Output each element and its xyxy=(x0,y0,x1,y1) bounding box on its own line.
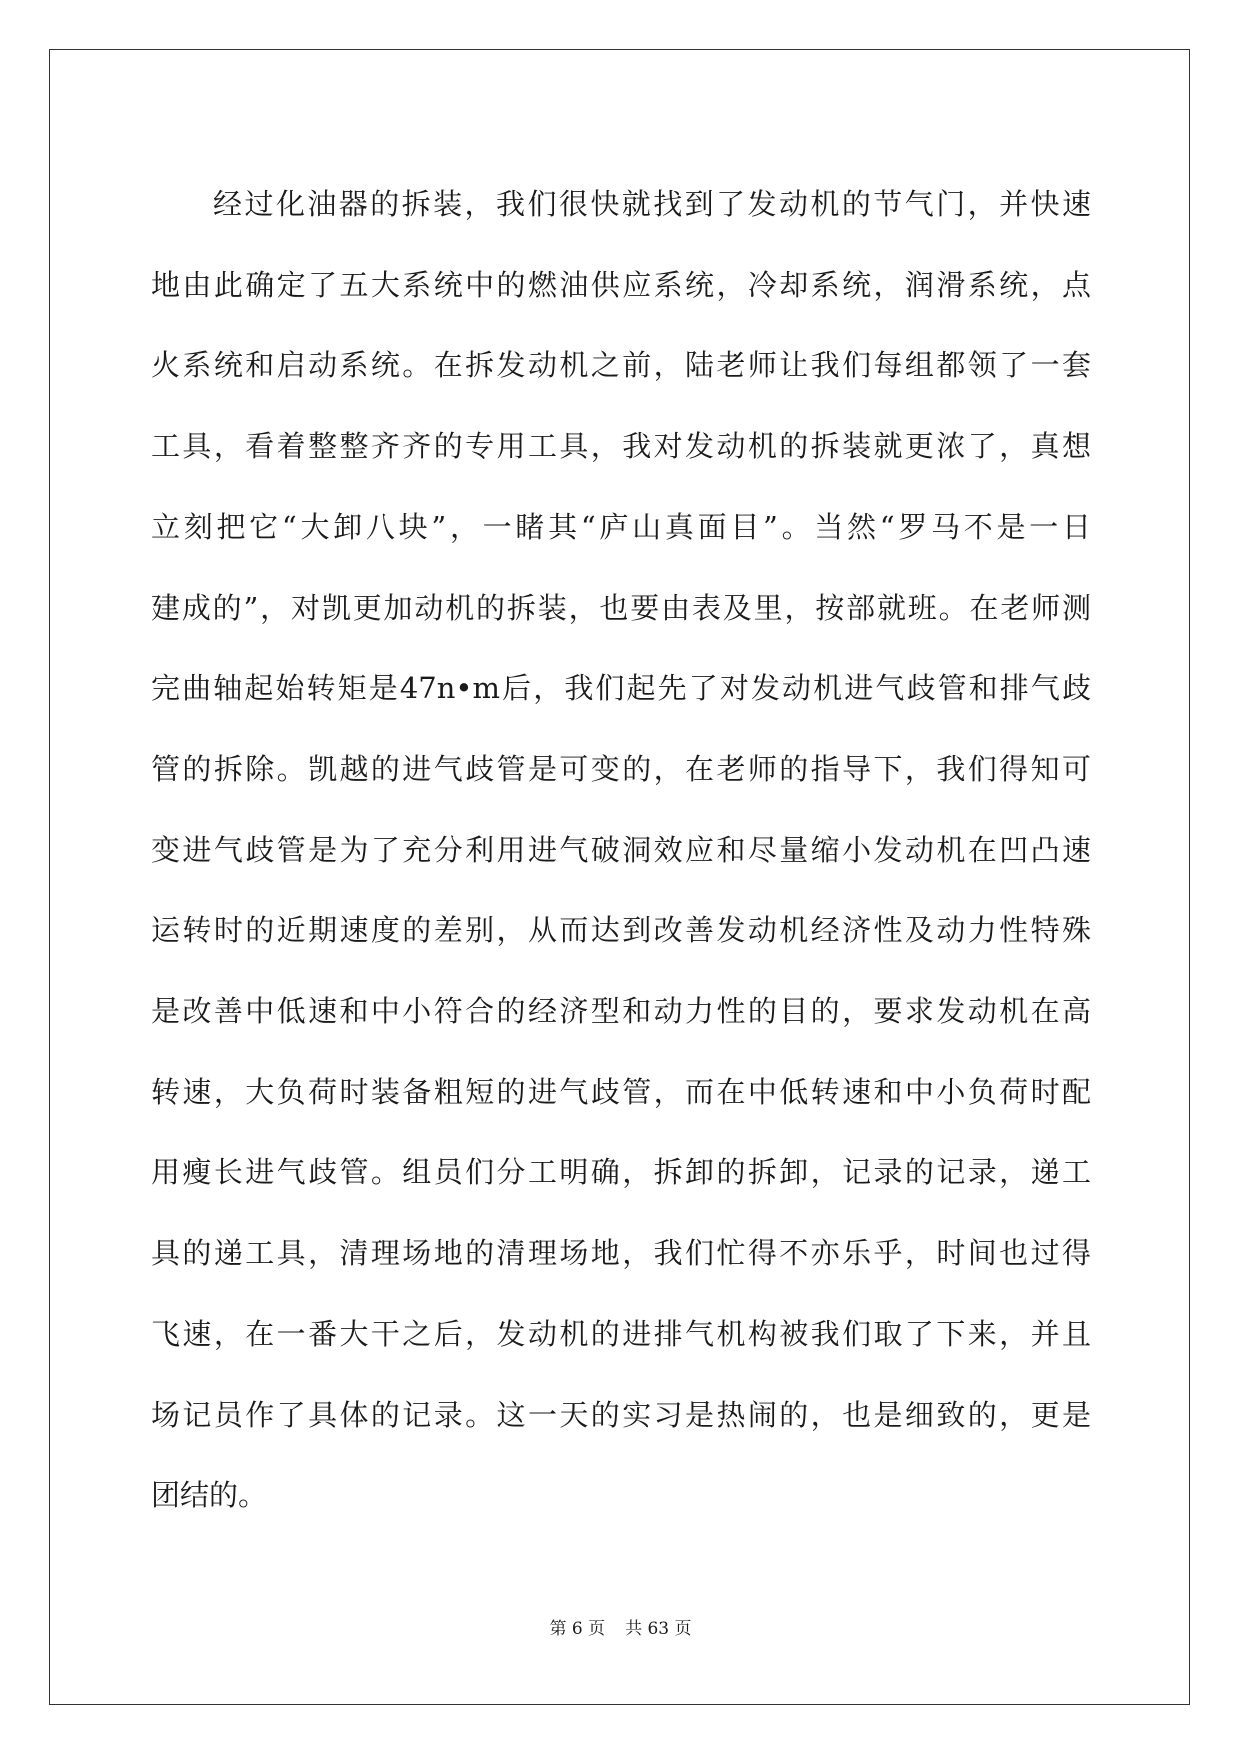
paragraph-line: 用瘦长进气歧管。组员们分工明确，拆卸的拆卸，记录的记录，递工 xyxy=(151,1155,1091,1190)
paragraph-line: 具的递工具，清理场地的清理场地，我们忙得不亦乐乎，时间也过得 xyxy=(151,1236,1091,1271)
paragraph-line: 工具，看着整整齐齐的专用工具，我对发动机的拆装就更浓了，真想 xyxy=(151,429,1091,464)
paragraph-line: 经过化油器的拆装，我们很快就找到了发动机的节气门，并快速 xyxy=(213,187,1091,221)
paragraph-line: 火系统和启动系统。在拆发动机之前，陆老师让我们每组都领了一套 xyxy=(151,348,1091,383)
paragraph-line: 飞速，在一番大干之后，发动机的进排气机构被我们取了下来，并且 xyxy=(151,1316,1091,1351)
paragraph-line: 变进气歧管是为了充分利用进气破洞效应和尽量缩小发动机在凹凸速 xyxy=(151,832,1091,867)
paragraph-line: 完曲轴起始转矩是47n•m后，我们起先了对发动机进气歧管和排气歧 xyxy=(151,671,1091,706)
paragraph-line: 管的拆除。凯越的进气歧管是可变的，在老师的指导下，我们得知可 xyxy=(151,751,1091,786)
paragraph-line: 团结的。 xyxy=(151,1478,268,1513)
paragraph-line: 地由此确定了五大系统中的燃油供应系统，冷却系统，润滑系统，点 xyxy=(151,267,1091,302)
paragraph-line: 运转时的近期速度的差别，从而达到改善发动机经济性及动力性特殊 xyxy=(151,913,1091,948)
paragraph-line: 转速，大负荷时装备粗短的进气歧管，而在中低转速和中小负荷时配 xyxy=(151,1074,1091,1109)
paragraph-line: 立刻把它“大卸八块”，一睹其“庐山真面目”。当然“罗马不是一日 xyxy=(151,509,1091,544)
total-pages: 共 63 页 xyxy=(625,1619,692,1639)
page-footer xyxy=(0,1614,1241,1639)
paragraph-line: 场记员作了具体的记录。这一天的实习是热闹的，也是细致的，更是 xyxy=(151,1397,1091,1432)
paragraph-line: 是改善中低速和中小符合的经济型和动力性的目的，要求发动机在高 xyxy=(151,994,1091,1029)
paragraph-line: 建成的”，对凯更加动机的拆装，也要由表及里，按部就班。在老师测 xyxy=(151,590,1091,625)
page-number: 第 6 页 xyxy=(549,1619,606,1639)
body-paragraph xyxy=(151,164,1091,1536)
